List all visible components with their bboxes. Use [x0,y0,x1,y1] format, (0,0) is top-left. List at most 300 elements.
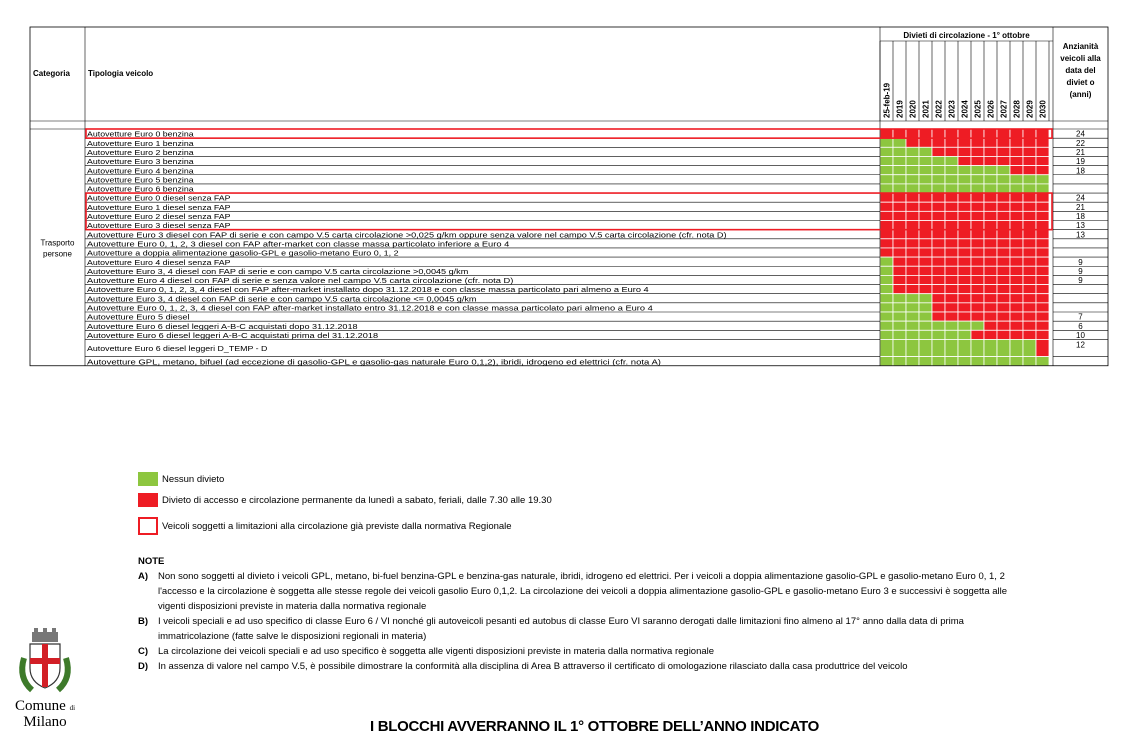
ban-cell [1010,166,1023,175]
ban-cell [1010,330,1023,339]
ban-cell [997,193,1010,202]
ban-cell [997,357,1010,366]
ban-cell [971,184,984,193]
ban-cell [971,312,984,321]
year-header: 2029 [1025,100,1035,118]
ban-cell [893,239,906,248]
ban-cell [984,202,997,211]
ban-cell [1023,257,1036,266]
ban-cell [880,239,893,248]
ban-cell [932,321,945,330]
age-header-line: veicoli alla [1060,54,1101,63]
ban-cell [997,330,1010,339]
ban-cell [932,175,945,184]
year-header: 2021 [921,100,931,118]
ban-cell [880,138,893,147]
ban-cell [971,294,984,303]
vehicle-type-label: Autovetture Euro 3, 4 diesel con FAP di serie e con campo V.5 carta circolazione <= 0,0045 g/km [87,294,477,304]
ban-cell [1023,156,1036,165]
ban-cell [945,266,958,275]
ban-cell [919,294,932,303]
ban-cell [1023,339,1036,356]
ban-cell [893,202,906,211]
vehicle-type-label: Autovetture Euro 6 diesel leggeri A-B-C acquistati dopo 31.12.2018 [87,321,358,331]
ban-cell [932,129,945,138]
ban-cell [932,275,945,284]
ban-cell [906,230,919,239]
vehicle-type-label: Autovetture Euro 4 diesel con FAP di serie e senza valore nel campo V.5 carta circolazione (cfr. nota D) [87,276,514,286]
vehicle-age-value: 9 [1078,266,1083,276]
ban-cell [880,156,893,165]
logo-milano: Milano [23,714,67,730]
ban-cell [1023,147,1036,156]
note-a [138,569,1018,614]
ban-cell [997,312,1010,321]
vehicle-type-label: Autovetture Euro 0 benzina [87,129,195,139]
note-text: Non sono soggetti al divieto i veicoli GPL, metano, bi-fuel benzina-GPL e benzina-gas naturale, ibridi, idrogeno ed elettrici. Per i veicoli a doppia alimentazione gasolio-GPL e gasolio-metano Euro 0, 1, 2 l'accesso e la circolazione è soggetta alle stesse regole dei veicoli gasolio Euro 0,1,2. La circolazione dei veicoli a doppia alimentazione gasolio-GPL e gasolio-metano Euro 3 e successivi è soggetta alle vigenti disposizioni previste in materia dalla normativa regionale [158,571,1008,612]
ban-cell [893,312,906,321]
ban-cell [997,339,1010,356]
vehicle-age-value: 12 [1076,340,1085,350]
ban-cell [919,321,932,330]
note-d [138,659,1018,674]
ban-cell [932,339,945,356]
ban-cell [984,312,997,321]
ban-cell [1023,266,1036,275]
ban-cell [997,275,1010,284]
ban-cell [919,221,932,230]
year-header: 2024 [960,100,970,118]
ban-cell [919,312,932,321]
ban-cell [919,156,932,165]
ban-cell [1036,184,1049,193]
ban-cell [880,166,893,175]
ban-cell [919,266,932,275]
vehicle-type-label: Autovetture Euro 6 benzina [87,184,195,194]
ban-cell [997,211,1010,220]
vehicle-age-value: 6 [1078,321,1083,331]
ban-cell [906,239,919,248]
ban-cell [945,257,958,266]
ban-cell [906,339,919,356]
ban-cell [945,339,958,356]
ban-cell [971,275,984,284]
ban-cell [1036,211,1049,220]
vehicle-type-label: Autovetture Euro 3 benzina [87,157,195,167]
ban-cell [919,257,932,266]
ban-cell [984,230,997,239]
note-letter: C) [138,646,149,657]
ban-cell [906,175,919,184]
year-header: 2023 [947,100,957,118]
vehicle-type-label: Autovetture Euro 5 benzina [87,175,195,185]
age-header-line: (anni) [1069,90,1092,99]
ban-cell [958,184,971,193]
ban-cell [997,147,1010,156]
ban-cell [1010,147,1023,156]
ban-cell [906,211,919,220]
ban-cell [1036,147,1049,156]
ban-cell [1036,321,1049,330]
ban-cell [919,357,932,366]
ban-cell [958,303,971,312]
ban-cell [932,202,945,211]
ban-cell [919,147,932,156]
ban-cell [919,303,932,312]
ban-cell [893,138,906,147]
ban-cell [893,156,906,165]
ban-cell [932,248,945,257]
ban-cell [932,230,945,239]
ban-cell [958,321,971,330]
ban-cell [958,330,971,339]
ban-cell [997,175,1010,184]
ban-cell [1023,211,1036,220]
ban-cell [958,175,971,184]
ban-cell [906,147,919,156]
ban-cell [958,230,971,239]
ban-cell [880,285,893,294]
legend-red-outline-swatch [138,517,158,535]
vehicle-type-label: Autovetture Euro 4 diesel senza FAP [87,257,231,267]
ban-cell [958,211,971,220]
ban-cell [984,294,997,303]
ban-cell [1010,257,1023,266]
ban-cell [945,239,958,248]
ban-cell [919,275,932,284]
comune-di-milano-logo [10,628,80,729]
ban-cell [1036,339,1049,356]
ban-cell [958,202,971,211]
ban-cell [971,248,984,257]
ban-cell [880,129,893,138]
ban-cell [958,129,971,138]
ban-cell [971,285,984,294]
ban-cell [1023,285,1036,294]
category-label: Trasporto [40,238,75,248]
ban-cell [971,211,984,220]
ban-cell [893,221,906,230]
ban-cell [893,211,906,220]
ban-cell [958,156,971,165]
vehicle-age-value: 13 [1076,221,1085,231]
ban-cell [945,138,958,147]
ban-cell [880,230,893,239]
ban-cell [984,193,997,202]
ban-cell [1036,166,1049,175]
note-letter: B) [138,616,149,627]
ban-cell [984,129,997,138]
ban-cell [1023,230,1036,239]
note-c [138,644,1018,659]
ban-cell [971,321,984,330]
ban-cell [906,257,919,266]
ban-cell [919,129,932,138]
ban-cell [997,221,1010,230]
ban-cell [984,138,997,147]
ban-cell [906,248,919,257]
ban-cell [880,193,893,202]
ban-cell [919,138,932,147]
ban-cell [971,266,984,275]
ban-cell [893,294,906,303]
ban-cell [880,294,893,303]
ban-cell [945,175,958,184]
ban-cell [945,129,958,138]
ban-cell [984,257,997,266]
vehicle-age-value: 18 [1076,212,1085,221]
ban-cell [932,357,945,366]
ban-group-header: Divieti di circolazione - 1° ottobre [903,31,1030,40]
ban-cell [984,147,997,156]
ban-cell [945,248,958,257]
notes-section [138,554,1018,674]
ban-cell [1036,230,1049,239]
ban-cell [1036,357,1049,366]
ban-cell [945,330,958,339]
legend-red-swatch [138,493,158,507]
ban-cell [1023,248,1036,257]
notes-title: NOTE [138,556,165,567]
ban-cell [893,184,906,193]
ban-cell [1010,184,1023,193]
ban-cell [984,285,997,294]
ban-cell [1010,138,1023,147]
ban-cell [893,166,906,175]
ban-cell [958,239,971,248]
vehicle-type-label: Autovetture Euro 4 benzina [87,166,195,176]
ban-cell [1036,312,1049,321]
vehicle-type-label: Autovetture Euro 0, 1, 2, 3, 4 diesel con FAP after-market installato entro 31.12.2018 e con classe massa particolato pari almeno a Euro 4 [87,303,653,313]
ban-cell [932,221,945,230]
ban-cell [1036,266,1049,275]
ban-cell [1036,193,1049,202]
ban-cell [906,202,919,211]
ban-cell [1036,285,1049,294]
ban-cell [1023,202,1036,211]
ban-cell [971,129,984,138]
ban-cell [945,357,958,366]
ban-cell [997,202,1010,211]
vehicle-type-label: Autovetture a doppia alimentazione gasolio-GPL e gasolio-metano Euro 0, 1, 2 [87,248,399,258]
year-header: 25-feb-19 [882,82,892,118]
ban-cell [997,248,1010,257]
ban-cell [997,129,1010,138]
ban-cell [945,312,958,321]
ban-cell [958,257,971,266]
ban-cell [906,275,919,284]
vehicle-type-label: Autovetture Euro 0 diesel senza FAP [87,193,231,203]
vehicle-age-value: 13 [1076,230,1085,240]
ban-cell [997,303,1010,312]
ban-cell [1010,303,1023,312]
ban-cell [997,156,1010,165]
ban-cell [984,266,997,275]
year-header: 2020 [908,100,918,118]
ban-cell [1010,266,1023,275]
ban-cell [1023,239,1036,248]
ban-cell [958,294,971,303]
ban-cell [1023,330,1036,339]
vehicle-type-label: Autovetture Euro 3 diesel con FAP di serie e con campo V.5 carta circolazione >0,025 g/km oppure senza valore nel campo V.5 carta circolazione (cfr. nota D) [87,230,728,240]
vehicle-type-label: Autovetture Euro 2 benzina [87,147,195,157]
age-header-line: data del [1065,66,1096,75]
ban-cell [893,285,906,294]
ban-cell [958,275,971,284]
legend-permanent-ban-label: Divieto di accesso e circolazione permanente da lunedì a sabato, feriali, dalle 7.30 alle 19.30 [162,495,552,506]
ban-cell [919,184,932,193]
ban-cell [932,193,945,202]
ban-cell [945,321,958,330]
ban-cell [932,138,945,147]
ban-cell [945,285,958,294]
ban-cell [1010,202,1023,211]
ban-cell [1010,312,1023,321]
ban-cell [906,266,919,275]
ban-cell [880,275,893,284]
ban-cell [919,166,932,175]
ban-cell [1010,248,1023,257]
ban-cell [906,321,919,330]
logo-comune: Comune [14,698,66,714]
ban-cell [932,330,945,339]
ban-cell [984,248,997,257]
ban-cell [958,138,971,147]
ban-cell [906,129,919,138]
year-header: 2028 [1012,100,1022,118]
ban-cell [997,285,1010,294]
ban-cell [906,330,919,339]
ban-cell [1023,312,1036,321]
ban-cell [971,357,984,366]
ban-cell [1010,294,1023,303]
ban-cell [880,211,893,220]
ban-cell [984,221,997,230]
footer-banner: I BLOCCHI AVVERRANNO IL 1° OTTOBRE DELL’ANNO INDICATO [370,718,820,735]
ban-cell [932,312,945,321]
ban-cell [1010,221,1023,230]
ban-cell [971,257,984,266]
ban-cell [893,193,906,202]
logo-text [10,699,80,729]
ban-cell [906,312,919,321]
ban-cell [984,339,997,356]
ban-cell [958,221,971,230]
ban-cell [893,339,906,356]
ban-cell [971,202,984,211]
ban-cell [919,211,932,220]
ban-cell [919,202,932,211]
ban-cell [880,357,893,366]
vehicle-type-label: Autovetture Euro 0, 1, 2, 3, 4 diesel con FAP after-market installato dopo 31.12.2018 e con classe massa particolato pari almeno a Euro 4 [87,285,649,295]
ban-cell [906,156,919,165]
ban-cell [945,147,958,156]
vehicle-type-label: Autovetture GPL, metano, bifuel (ad eccezione di gasolio-GPL e gasolio-gas naturale Euro 0,1,2), ibridi, idrogeno ed elettrici (cfr. nota A) [87,357,662,367]
vehicle-age-value: 18 [1076,166,1085,176]
ban-cell [880,248,893,257]
ban-cell [945,230,958,239]
ban-cell [1010,211,1023,220]
ban-cell [932,211,945,220]
ban-cell [932,184,945,193]
ban-cell [997,294,1010,303]
ban-cell [971,221,984,230]
year-header: 2025 [973,100,983,118]
ban-cell [1010,230,1023,239]
legend-no-ban-label: Nessun divieto [162,474,225,485]
ban-cell [1036,330,1049,339]
ban-cell [958,166,971,175]
ban-cell [971,239,984,248]
ban-cell [997,321,1010,330]
ban-cell [919,339,932,356]
ban-cell [958,248,971,257]
note-text: I veicoli speciali e ad uso specifico di classe Euro 6 / VI nonché gli autoveicoli pesanti ed autobus di classe Euro VI saranno derogati dalle limitazioni fino almeno al 17° anno dalla data di prima immatricolazione (fatte salve le disposizioni regionali in materia) [158,616,964,642]
ban-cell [971,166,984,175]
ban-cell [1010,193,1023,202]
ban-cell [932,285,945,294]
ban-cell [997,257,1010,266]
ban-cell [919,239,932,248]
ban-cell [958,312,971,321]
ban-cell [971,175,984,184]
vehicle-age-value: 22 [1076,138,1085,148]
ban-cell [919,248,932,257]
ban-cell [1023,221,1036,230]
year-header: 2022 [934,100,944,118]
ban-cell [893,129,906,138]
ban-cell [971,193,984,202]
ban-cell [1023,166,1036,175]
ban-cell [984,303,997,312]
ban-cell [893,321,906,330]
vehicle-age-value: 9 [1078,257,1083,267]
ban-cell [958,357,971,366]
ban-cell [1010,285,1023,294]
age-header-line: diviet o [1066,78,1095,87]
ban-cell [893,357,906,366]
ban-cell [1010,175,1023,184]
ban-cell [880,184,893,193]
note-text: In assenza di valore nel campo V.5, è possibile dimostrare la conformità alla disciplina di Area B attraverso il certificato di omologazione rilasciato dalla casa produttrice del veicolo [158,661,908,672]
ban-cell [945,211,958,220]
ban-cell [1010,321,1023,330]
ban-cell [945,202,958,211]
ban-cell [1036,221,1049,230]
ban-cell [971,339,984,356]
legend-regional-limit-label: Veicoli soggetti a limitazioni alla circolazione già previste dalla normativa Regionale [162,521,512,532]
ban-cell [1036,303,1049,312]
ban-cell [971,138,984,147]
legend-green-swatch [138,472,158,486]
vehicle-type-label: Autovetture Euro 2 diesel senza FAP [87,212,231,221]
ban-cell [880,221,893,230]
ban-cell [1023,357,1036,366]
ban-cell [1023,303,1036,312]
ban-cell [958,266,971,275]
ban-cell [945,294,958,303]
vehicle-age-value: 9 [1078,276,1083,286]
ban-cell [906,294,919,303]
ban-cell [971,230,984,239]
ban-cell [893,266,906,275]
vehicle-age-value: 7 [1078,312,1083,322]
ban-cell [958,285,971,294]
ban-cell [932,257,945,266]
vehicle-type-label: Autovetture Euro 0, 1, 2, 3 diesel con FAP after-market con classe massa particolato inferiore a Euro 4 [87,239,510,249]
age-header-line: Anzianità [1062,42,1099,51]
ban-cell [893,230,906,239]
